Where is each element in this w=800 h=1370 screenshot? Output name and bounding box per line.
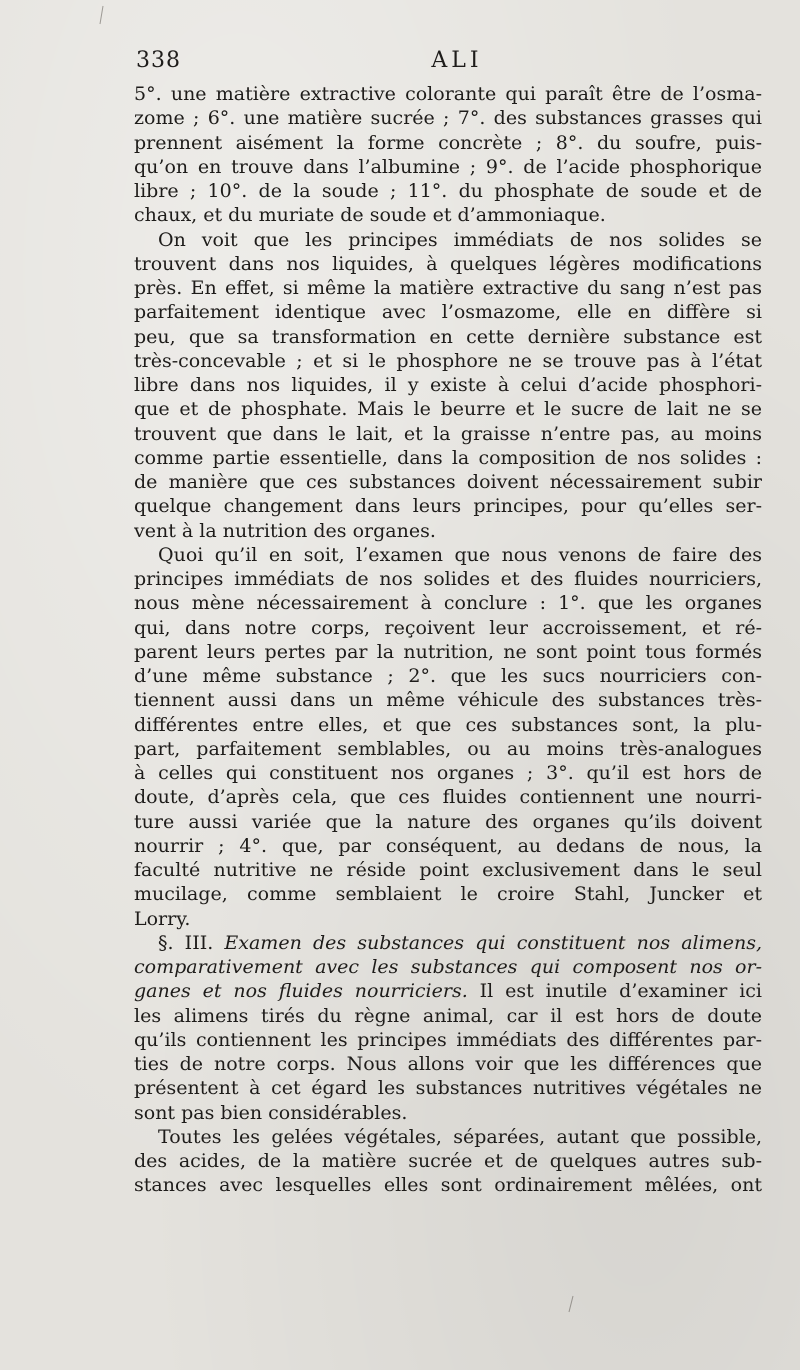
page-number: 338 bbox=[136, 48, 181, 73]
text-line: faculté nutritive ne réside point exclusivement dans le seul bbox=[134, 859, 762, 881]
text-line: nous mène nécessairement à conclure : 1°. que les organes bbox=[134, 592, 762, 615]
page-header bbox=[136, 48, 778, 78]
text-line: prennent aisément la forme concrète ; 8°. du soufre, puis- bbox=[134, 131, 762, 154]
text-line: On voit que les principes immédiats de nos solides se bbox=[158, 228, 762, 251]
text-line: 5°. une matière extractive colorante qui paraît être de l’osma- bbox=[134, 83, 762, 105]
text-line: zome ; 6°. une matière sucrée ; 7°. des substances grasses qui bbox=[134, 107, 762, 130]
text-segment: Il est inutile d’examiner ici bbox=[467, 980, 762, 1003]
section-title-line: comparativement avec les substances qui composent nos or- bbox=[134, 956, 762, 978]
text-line: près. En effet, si même la matière extractive du sang n’est pas bbox=[134, 277, 762, 299]
text-line: principes immédiats de nos solides et des fluides nourriciers, bbox=[134, 568, 762, 590]
text-line: qu’ils contiennent les principes immédiats des différentes par- bbox=[134, 1028, 762, 1051]
text-line: ture aussi variée que la nature des organes qu’ils doivent bbox=[134, 810, 762, 833]
text-line: parfaitement identique avec l’osmazome, elle en diffère si bbox=[134, 301, 762, 324]
running-head: ALI bbox=[431, 48, 483, 73]
text-line: vent à la nutrition des organes. bbox=[134, 519, 436, 542]
section-title: ganes et nos fluides nourriciers. bbox=[134, 980, 468, 1003]
text-line: peu, que sa transformation en cette dernière substance est bbox=[134, 325, 762, 348]
text-line: libre dans nos liquides, il y existe à celui d’acide phosphori- bbox=[134, 374, 762, 396]
text-line: doute, d’après cela, que ces fluides contiennent une nourri- bbox=[134, 786, 762, 809]
text-line bbox=[134, 979, 762, 1003]
text-line: stances avec lesquelles elles sont ordinairement mêlées, ont bbox=[134, 1174, 762, 1197]
text-line: à celles qui constituent nos organes ; 3°. qu’il est hors de bbox=[134, 762, 762, 784]
text-line: que et de phosphate. Mais le beurre et le sucre de lait ne se bbox=[134, 398, 762, 421]
text-line: les alimens tirés du règne animal, car il est hors de doute bbox=[134, 1004, 762, 1027]
text-line: chaux, et du muriate de soude et d’ammoniaque. bbox=[134, 204, 606, 227]
text-line: des acides, de la matière sucrée et de quelques autres sub- bbox=[134, 1150, 762, 1172]
text-line: part, parfaitement semblables, ou au moins très-analogues bbox=[134, 737, 762, 760]
text-line: parent leurs pertes par la nutrition, ne sont point tous formés bbox=[134, 640, 762, 663]
text-line: nourrir ; 4°. que, par conséquent, au dedans de nous, la bbox=[134, 834, 762, 857]
text-line: comme partie essentielle, dans la composition de nos solides : bbox=[134, 446, 762, 469]
text-line: Quoi qu’il en soit, l’examen que nous venons de faire des bbox=[158, 543, 762, 566]
text-line: tiennent aussi dans un même véhicule des substances très- bbox=[134, 689, 762, 712]
text-line: d’une même substance ; 2°. que les sucs nourriciers con- bbox=[134, 665, 762, 687]
text-line: présentent à cet égard les substances nutritives végétales ne bbox=[134, 1077, 762, 1100]
text-line: qu’on en trouve dans l’albumine ; 9°. de l’acide phosphorique bbox=[134, 155, 762, 178]
text-line: sont pas bien considérables. bbox=[134, 1101, 408, 1124]
text-line: trouvent dans nos liquides, à quelques légères modifications bbox=[134, 252, 762, 275]
text-line: ties de notre corps. Nous allons voir que les différences que bbox=[134, 1053, 762, 1075]
text-line: mucilage, comme semblaient le croire Stahl, Juncker et bbox=[134, 883, 762, 906]
section-number: §. III. bbox=[158, 931, 225, 954]
text-line: quelque changement dans leurs principes, pour qu’elles ser- bbox=[134, 495, 762, 518]
text-line: trouvent que dans le lait, et la graisse n’entre pas, au moins bbox=[134, 422, 762, 445]
text-line: Lorry. bbox=[134, 907, 191, 930]
body-text bbox=[134, 82, 762, 1198]
text-line: de manière que ces substances doivent nécessairement subir bbox=[134, 471, 762, 493]
text-line: Toutes les gelées végétales, séparées, autant que possible, bbox=[158, 1125, 762, 1148]
text-line: très-concevable ; et si le phosphore ne se trouve pas à l’état bbox=[134, 349, 762, 372]
text-line: qui, dans notre corps, reçoivent leur accroissement, et ré- bbox=[134, 616, 762, 639]
section-heading-line bbox=[134, 931, 762, 955]
text-line: différentes entre elles, et que ces substances sont, la plu- bbox=[134, 713, 762, 736]
text-line: libre ; 10°. de la soude ; 11°. du phosphate de soude et de bbox=[134, 180, 762, 202]
section-title: Examen des substances qui constituent nos alimens, bbox=[224, 931, 762, 954]
